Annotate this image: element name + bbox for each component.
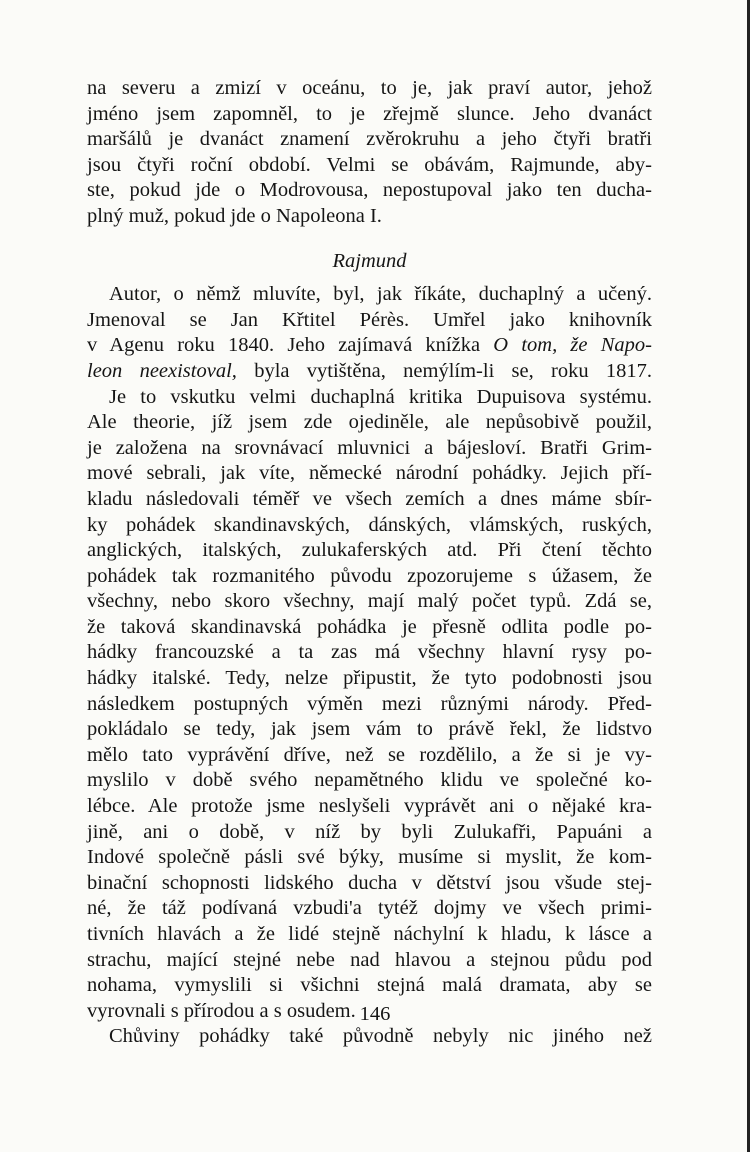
text-line: ste, pokud jde o Modrovousa, nepostupoval jako ten ducha- [87,179,652,202]
text-line: lébce. Ale protože jsme neslyšeli vyprávět ani o nějaké kra- [87,795,652,818]
text-line: Ale theorie, jíž jsem zde ojediněle, ale nepůsobivě použil, [87,411,652,434]
text-line: jsou čtyři roční období. Velmi se obávám, Rajmunde, aby- [87,153,652,176]
text-line: že taková skandinavská pohádka je přesně odlita podle po- [87,615,652,638]
text-line: mělo tato vyprávění dříve, než se rozdělilo, a že si je vy- [87,743,652,766]
paragraph-4-first-line: Chůviny pohádky také původně nebyly nic jiného než [109,1025,652,1048]
speaker-name: Rajmund [332,249,407,272]
text-segment: byla vytištěna, nemýlím-li se, roku 1817. [254,359,652,382]
book-title: leon neexistoval, [87,359,237,382]
text-line: hádky italské. Tedy, nelze připustit, že tyto podobnosti jsou [87,667,652,690]
text-line: plný muž, pokud jde o Napoleona I. [87,204,382,227]
text-line: né, že táž podívaná vzbudi'a tytéž dojmy ve všech primi- [87,897,652,920]
text-line: je založena na srovnávací mluvnici a bájesloví. Bratři Grim- [87,436,652,459]
text-line: na severu a zmizí v oceánu, to je, jak praví autor, jehož [87,77,652,99]
text-line: pokládalo se tedy, jak jsem vám to právě řekl, že lidstvo [87,718,652,741]
text-line [87,333,652,359]
text-line: jině, ani o době, v níž by byli Zulukafři, Papuáni a [87,820,652,843]
paragraph-1 [87,76,652,230]
text-line: všechny, nebo skoro všechny, mají malý počet typů. Zdá se, [87,590,652,613]
text-line: Indové společně pásli své býky, musíme si myslit, že kom- [87,846,652,869]
text-line: jméno jsem zapomněl, to je zřejmě slunce. Jeho dvanáct [87,102,652,125]
text-line: nohama, vymyslili si všichni stejná malá dramata, aby se [87,974,652,997]
text-line: binační schopnosti lidského ducha v dětství jsou všude stej- [87,871,652,894]
paragraph-2 [87,282,652,384]
text-line: následkem postupných výměn mezi různými národy. Před- [87,692,652,715]
paragraph-3 [87,385,652,1025]
text-line: kladu následovali téměř ve všech zemích a dnes máme sbír- [87,487,652,510]
text-line: Jmenoval se Jan Křtitel Pérès. Umřel jako knihovník [87,308,652,331]
book-title: O tom, že Napo- [493,334,652,357]
text-segment: v Agenu roku 1840. Jeho zajímavá knížka [87,334,481,357]
text-line: anglických, italských, zulukaferských atd. Při čtení těchto [87,539,652,562]
text-line: Autor, o němž mluvíte, byl, jak říkáte, duchaplný a učený. [109,283,652,306]
text-line: maršálů je dvanáct znamení zvěrokruhu a jeho čtyři bratři [87,128,652,151]
text-line: tivních hlavách a že lidé stejně náchylní k hladu, k lásce a [87,923,652,945]
text-line: hádky francouzské a ta zas má všechny hlavní rysy po- [87,641,652,664]
text-line: ky pohádek skandinavských, dánských, vlámských, ruských, [87,513,652,536]
text-line: vyrovnali s přírodou a s osudem. [87,999,356,1022]
text-line: strachu, mající stejné nebe nad hlavou a stejnou půdu pod [87,948,652,971]
text-line: mové sebrali, jak víte, německé národní pohádky. Jejich pří- [87,462,652,485]
text-line: myslilo v době svého nepamětného klidu ve společné ko- [87,769,652,792]
text-line [87,359,652,385]
page-body [87,76,652,1050]
text-line: pohádek tak rozmanitého původu zpozorujeme s úžasem, že [87,564,652,587]
text-line: Je to vskutku velmi duchaplná kritika Dupuisova systému. [109,385,652,408]
page-number: 146 [359,1003,391,1025]
